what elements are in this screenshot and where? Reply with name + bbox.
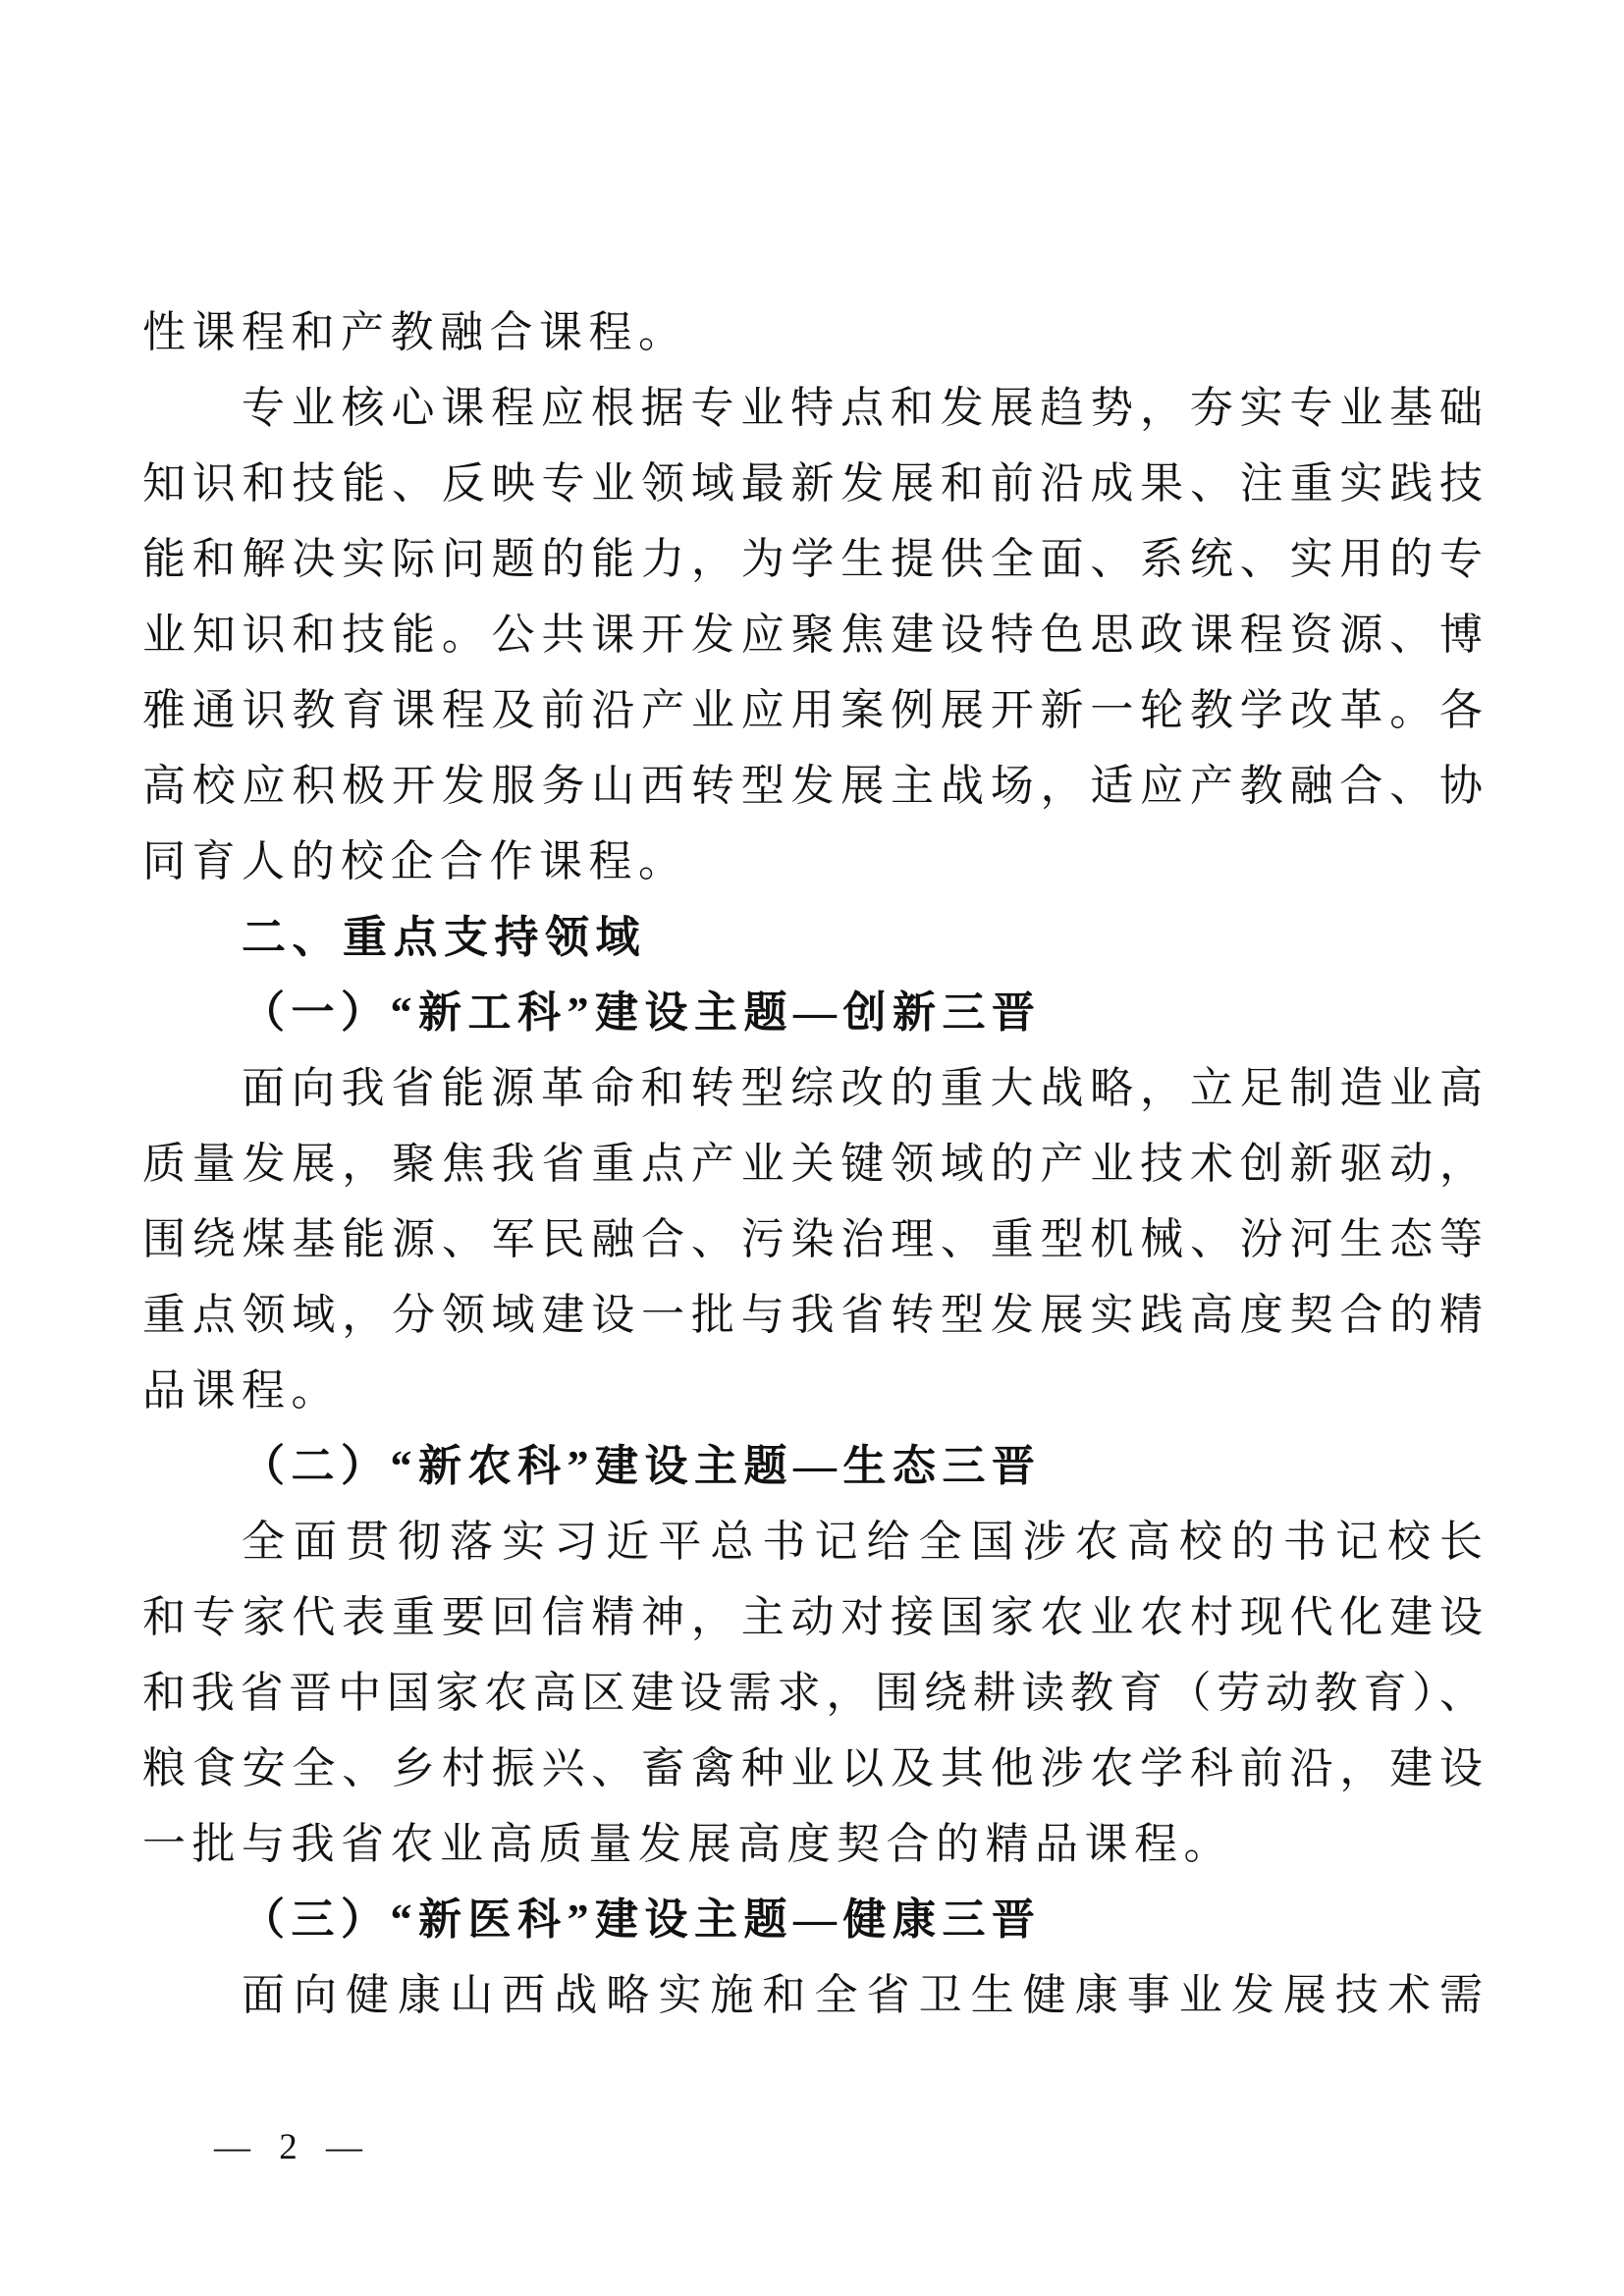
subsection-heading: （一）“新工科”建设主题—创新三晋 [242,988,1042,1037]
text-line: 和我省晋中国家农高区建设需求，围绕耕读教育（劳动教育）、 [142,1669,1483,1717]
text-line: 知识和技能、反映专业领域最新发展和前沿成果、注重实践技 [142,459,1483,507]
text-line: 高校应积极开发服务山西转型发展主战场，适应产教融合、协 [142,762,1483,810]
section-heading: 二、重点支持领域 [242,912,647,962]
text-line: 面向健康山西战略实施和全省卫生健康事业发展技术需 [242,1971,1483,2019]
text-line: 面向我省能源革命和转型综改的重大战略，立足制造业高 [242,1064,1483,1112]
text-line: 一批与我省农业高质量发展高度契合的精品课程。 [142,1820,1233,1868]
text-line: 质量发展，聚焦我省重点产业关键领域的产业技术创新驱动， [142,1140,1483,1188]
text-line: 重点领域，分领域建设一批与我省转型发展实践高度契合的精 [142,1291,1483,1339]
text-line: 性课程和产教融合课程。 [142,308,688,356]
text-line: 品课程。 [142,1366,341,1415]
text-line: 粮食安全、乡村振兴、畜禽种业以及其他涉农学科前沿，建设 [142,1744,1483,1792]
text-line: 同育人的校企合作课程。 [142,837,688,885]
text-line: 专业核心课程应根据专业特点和发展趋势，夯实专业基础 [242,384,1483,432]
text-line: 业知识和技能。公共课开发应聚焦建设特色思政课程资源、博 [142,611,1483,659]
text-line: 和专家代表重要回信精神，主动对接国家农业农村现代化建设 [142,1593,1483,1641]
subsection-heading: （三）“新医科”建设主题—健康三晋 [242,1896,1042,1944]
document-body [142,294,1483,2033]
text-line: 能和解决实际问题的能力，为学生提供全面、系统、实用的专 [142,535,1483,583]
text-line: 围绕煤基能源、军民融合、污染治理、重型机械、汾河生态等 [142,1215,1483,1263]
text-line: 全面贯彻落实习近平总书记给全国涉农高校的书记校长 [242,1518,1483,1566]
text-line: 雅通识教育课程及前沿产业应用案例展开新一轮教学改革。各 [142,686,1483,734]
subsection-heading: （二）“新农科”建设主题—生态三晋 [242,1442,1042,1490]
footer-page-number: — 2 — [214,2127,372,2167]
